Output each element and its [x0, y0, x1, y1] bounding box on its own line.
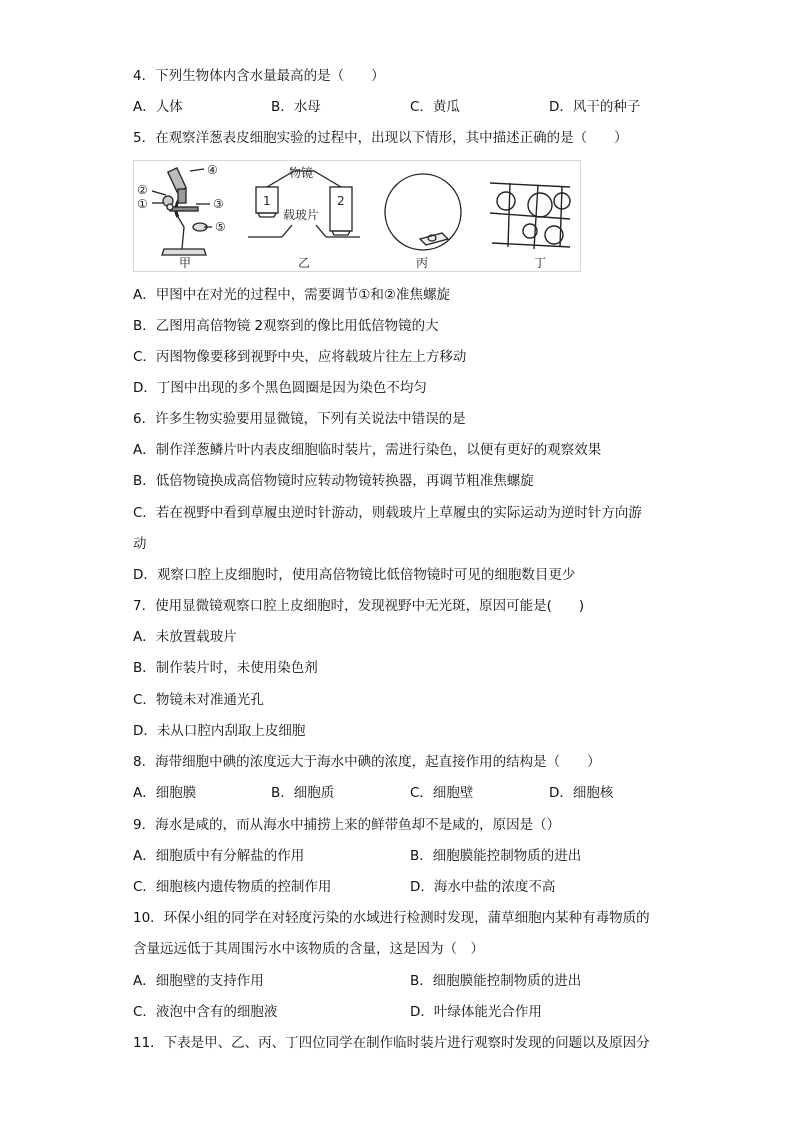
q9-option-c: C．细胞核内遗传物质的控制作用: [133, 879, 332, 895]
cells-with-bubbles-illustration: [490, 183, 570, 249]
mark-4: ④: [207, 163, 218, 177]
q9-option-a: A．细胞质中有分解盐的作用: [133, 848, 305, 864]
q10-option-c: C．液泡中含有的细胞液: [133, 1004, 278, 1020]
q4-option-a: A．人体: [133, 99, 183, 115]
q10-stem-line1: 10．环保小组的同学在对轻度污染的水域进行检测时发现，蒲草细胞内某种有毒物质的: [133, 910, 650, 926]
mark-5: ⑤: [215, 220, 226, 234]
q7-option-a: A．未放置载玻片: [133, 629, 237, 645]
q8-option-c: C．细胞壁: [410, 785, 474, 801]
q9-stem: 9．海水是咸的，而从海水中捕捞上来的鲜带鱼却不是咸的，原因是（）: [133, 817, 561, 833]
q5-stem: 5．在观察洋葱表皮细胞实验的过程中，出现以下情形，其中描述正确的是（ ）: [133, 130, 628, 146]
slide-text: 载玻片: [283, 208, 320, 222]
field-of-view-illustration: [385, 174, 461, 250]
q8-option-d: D．细胞核: [549, 785, 614, 801]
q9-option-d: D．海水中盐的浓度不高: [410, 879, 556, 895]
q8-option-b: B．细胞质: [271, 785, 335, 801]
q4-option-b: B．水母: [271, 99, 321, 115]
q10-option-d: D．叶绿体能光合作用: [410, 1004, 542, 1020]
q6-option-a: A．制作洋葱鳞片叶内表皮细胞临时装片，需进行染色，以便有更好的观察效果: [133, 442, 602, 458]
q10-option-a: A．细胞壁的支持作用: [133, 973, 264, 989]
q8-option-a: A．细胞膜: [133, 785, 197, 801]
q6-option-c-cont: 动: [133, 536, 147, 552]
panel-label-jia: 甲: [179, 256, 192, 270]
panel-label-yi: 乙: [298, 256, 311, 270]
q9-option-b: B．细胞膜能控制物质的进出: [410, 848, 582, 864]
q7-stem: 7．使用显微镜观察口腔上皮细胞时，发现视野中无光斑，原因可能是( ): [133, 598, 585, 614]
q7-option-c: C．物镜未对准通光孔: [133, 692, 264, 708]
q5-figure-drawing: [134, 161, 580, 271]
q4-stem: 4．下列生物体内含水量最高的是（ ）: [133, 68, 385, 84]
mark-2: ②: [137, 183, 148, 197]
q5-option-b: B．乙图用高倍物镜 2观察到的像比用低倍物镜的大: [133, 318, 439, 334]
objective-text: 物镜: [289, 166, 314, 180]
q5-figure: [133, 160, 581, 272]
mark-1: ①: [137, 197, 148, 211]
mark-3: ③: [213, 197, 224, 211]
q6-option-d: D．观察口腔上皮细胞时，使用高倍物镜比低倍物镜时可见的细胞数目更少: [133, 567, 576, 583]
panel-label-ding: 丁: [534, 256, 547, 270]
q5-option-a: A．甲图中在对光的过程中，需要调节①和②准焦螺旋: [133, 287, 450, 303]
q7-option-d: D．未从口腔内刮取上皮细胞: [133, 723, 306, 739]
q5-option-d: D．丁图中出现的多个黑色圆圈是因为染色不均匀: [133, 380, 427, 396]
q11-stem: 11．下表是甲、乙、丙、丁四位同学在制作临时装片进行观察时发现的问题以及原因分: [133, 1035, 650, 1051]
q8-stem: 8．海带细胞中碘的浓度远大于海水中碘的浓度，起直接作用的结构是（ ）: [133, 754, 601, 770]
q10-stem-line2: 含量远远低于其周围污水中该物质的含量，这是因为（ ）: [133, 941, 484, 957]
q4-option-d: D．风干的种子: [549, 99, 641, 115]
microscope-illustration: [152, 168, 212, 255]
q10-option-b: B．细胞膜能控制物质的进出: [410, 973, 582, 989]
q6-stem: 6．许多生物实验要用显微镜，下列有关说法中错误的是: [133, 411, 466, 427]
lens-number-2: 2: [337, 194, 345, 208]
panel-label-bing: 丙: [416, 256, 429, 270]
q6-option-c: C．若在视野中看到草履虫逆时针游动，则载玻片上草履虫的实际运动为逆时针方向游: [133, 505, 642, 521]
lens-number-1: 1: [263, 194, 271, 208]
q4-option-c: C．黄瓜: [410, 99, 460, 115]
q5-option-c: C．丙图物像要移到视野中央，应将载玻片往左上方移动: [133, 349, 467, 365]
q7-option-b: B．制作装片时，未使用染色剂: [133, 660, 318, 676]
q6-option-b: B．低倍物镜换成高倍物镜时应转动物镜转换器，再调节粗准焦螺旋: [133, 473, 534, 489]
